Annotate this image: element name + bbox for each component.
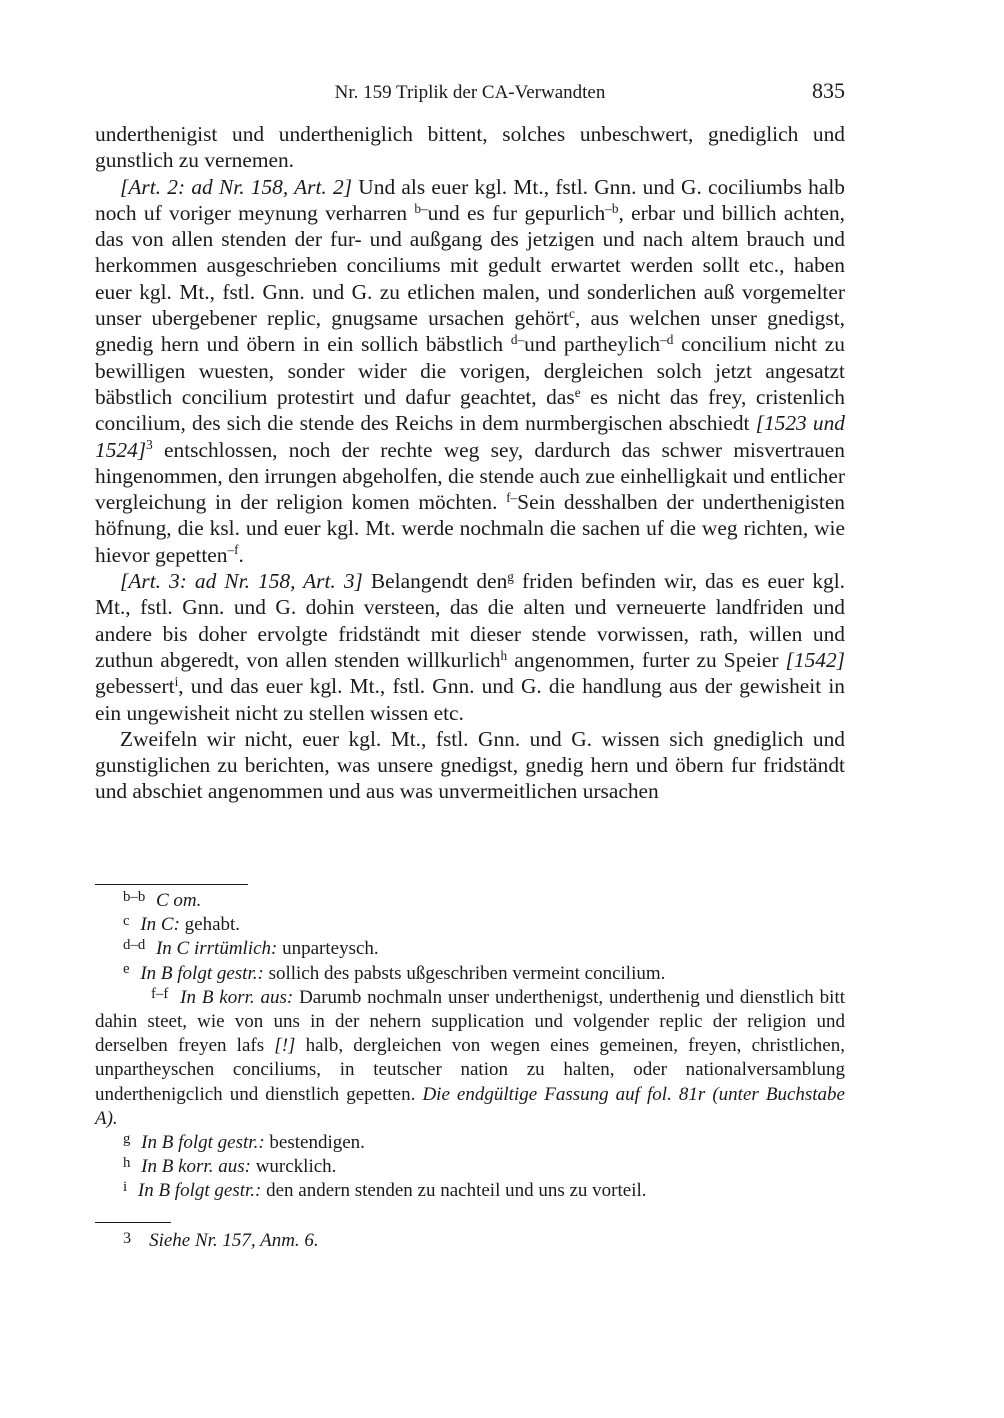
footnote-marker: –d: [660, 332, 674, 348]
footnote-italic: In B korr. aus:: [180, 986, 294, 1008]
footnote-italic: In B folgt gestr.:: [141, 1132, 265, 1154]
footnote-italic: C om.: [155, 890, 202, 911]
endnote-marker: 3: [146, 437, 153, 453]
date-reference: [1523 und 1524]: [95, 411, 845, 462]
text-run: gebessert: [95, 674, 175, 699]
text-run: friden befinden wir, das es euer kgl. Mt., fstl. Gnn. und G. dohin versteen, das die alten und verneuerte landfriden und andere bis doher ervolgte fridständt mit dieser stende vorwissen, rath, willen und zuthun abgeredt, von allen stenden willkurlich: [95, 569, 846, 672]
text-run: concilium nicht zu bewilligen wuesten, sonder wider die vorigen, dergleichen solch jetzt angesatzt bäbstlich concilium protestirt und dafur geachtet, das: [95, 332, 846, 409]
footnote-text: unparteysch.: [277, 938, 379, 960]
footnote-d: d–d In C irrtümlich: unparteysch.: [123, 937, 379, 960]
footnote-marker: e: [574, 384, 581, 400]
article-reference: [Art. 3: ad Nr. 158, Art. 3]: [120, 569, 363, 594]
page: [95, 78, 845, 805]
endnote-text: Siehe Nr. 157, Anm. 6.: [149, 1230, 319, 1252]
text-run: Sein desshalben der underthenigisten höfnung, die ksl. und euer kgl. Mt. werde nochmaln die sachen uf die weg richten, wie hievor gepetten: [95, 490, 846, 567]
footnote-text: wurcklich.: [250, 1156, 337, 1178]
footnote-marker: f–: [506, 489, 518, 505]
paragraph-3: [95, 568, 845, 726]
footnote-text: Darumb nochmaln unser underthenigst, underthenig und dienstlich bitt dahin steet, wie von uns in der nehern supplication und volgender replic der religion und derselben freyen lafs: [95, 986, 845, 1057]
endnote-3: [95, 1227, 845, 1253]
footnote-italic: In B folgt gestr.:: [140, 962, 264, 984]
footnote-text: gehabt.: [179, 914, 241, 936]
footnote-marker: c: [569, 305, 575, 321]
endnotes: [95, 1222, 845, 1253]
page-number: 835: [812, 78, 845, 103]
footnote-g: g In B folgt gestr.: bestendigen.: [123, 1130, 365, 1154]
footnote-italic: In C irrtümlich:: [155, 938, 278, 960]
footnote-marker: –f: [227, 542, 239, 558]
text-run: Zweifeln wir nicht, euer kgl. Mt., fstl. Gnn. und G. wissen sich gnediglich und gunstiglichen zu berichten, was unsere gnedigst, gnedig hern und öbern fur fridständt und abschiet angenommen und aus was unvermeitlichen ursachen: [95, 726, 845, 804]
text-run: Und als euer kgl. Mt., fstl. Gnn. und G. cociliumbs halb noch uf voriger meynung verharren: [95, 174, 845, 225]
endnote-rule: [95, 1222, 171, 1223]
text-run: .: [238, 542, 244, 567]
text-run: angenommen, furter zu Speier: [507, 647, 786, 672]
paragraph-1: [95, 121, 845, 174]
footnote-marker: i: [174, 673, 179, 689]
footnote-text: den andern stenden zu nachteil und uns zu vorteil.: [261, 1180, 647, 1202]
footnote-i: i In B folgt gestr.: den andern stenden zu nachteil und uns zu vorteil.: [123, 1179, 647, 1202]
footnote-italic: In B korr. aus:: [141, 1156, 251, 1178]
footnote-marker: d–: [510, 332, 525, 348]
footnote-text: sollich des pabsts ußgeschriben vermeint concilium.: [263, 962, 666, 984]
footnote-italic: In C:: [140, 914, 180, 936]
footnote-marker: –b: [605, 200, 619, 216]
running-head: [95, 78, 845, 108]
footnote-marker: b–: [414, 200, 428, 216]
text-run: underthenigist und undertheniglich bittent, solches unbeschwert, gnediglich und gunstlich zu vernemen.: [95, 122, 845, 173]
footnote-italic: Die endgültige Fassung auf fol. 81r (unter Buchstabe A).: [95, 1083, 845, 1129]
running-title: Nr. 159 Triplik der CA-Verwandten: [334, 82, 606, 103]
footnote-text: bestendigen.: [264, 1132, 365, 1154]
footnotes: [95, 884, 845, 1204]
text-run: , und das euer kgl. Mt., fstl. Gnn. und G. die handlung aus der gewisheit in ein ungewisheit nicht zu stellen wissen etc.: [95, 674, 845, 725]
footnote-h: h In B korr. aus: wurcklich.: [123, 1155, 337, 1178]
footnote-italic: In B folgt gestr.:: [137, 1180, 262, 1202]
article-reference: [Art. 2: ad Nr. 158, Art. 2]: [120, 174, 353, 199]
footnote-c: c In C: gehabt.: [123, 913, 241, 936]
text-run: entschlossen, noch der rechte weg sey, dardurch das schwer misvertrauen hingenommen, den irrungen abgeholfen, die stende auch zue einhelligkait und entlicher vergleichung in der religion komen möchten.: [95, 437, 845, 515]
text-run: und partheylich: [524, 332, 661, 357]
footnote-italic: [!]: [274, 1035, 296, 1057]
text-run: Belangendt den: [362, 569, 508, 594]
date-reference: [1542]: [785, 647, 845, 672]
text-run: es nicht das frey, cristenlich concilium, des sich die stende des Reichs in dem nurmbergischen abschiedt: [95, 384, 845, 436]
text-run: , aus welchen unser gnedigst, gnedig hern und öbern in ein sollich bäbstlich: [95, 306, 845, 357]
footnote-e: e In B folgt gestr.: sollich des pabsts ußgeschriben vermeint concilium.: [123, 961, 666, 984]
footnote-marker: g: [507, 568, 514, 584]
paragraph-4: [95, 726, 845, 805]
endnote-mark: 3: [123, 1230, 132, 1247]
footnote-rule: [95, 884, 248, 885]
footnote-f: f–f In B korr. aus: Darumb nochmaln unser underthenigst, underthenig und dienstlich bitt dahin steet, wie von uns in der nehern supplication und volgender replic der religion und derselben freyen lafs [!] halb, dergleichen von wegen eines gemeinen, freyen, christlichen, unpartheyschen conciliums, in teutscher nation zu halten, oder nationalversamblung underthenigclich und dienstlich gepetten. Die endgültige Fassung auf fol. 81r (unter Buchstabe A).: [95, 985, 845, 1129]
footnote-text: halb, dergleichen von wegen eines gemeinen, freyen, christlichen, unpartheyschen conciliums, in teutscher nation zu halten, oder nationalversamblung underthenigclich und dienstlich gepetten.: [95, 1035, 845, 1105]
footnote-b: b–b C om.: [123, 888, 202, 911]
text-run: und es fur gepurlich: [427, 200, 606, 225]
main-text: [95, 121, 845, 805]
text-run: , erbar und billich achten, das von allen stenden der fur- und außgang des jetzigen und nach altem brauch und herkommen ausgeschrieben conciliums mit gedult erwartet werden sollt etc., haben euer kgl. Mt., fstl. Gnn. und G. zu etlichen malen, und sonderlichen auß vorgemelter unser ubergebener replic, gnugsame ursachen gehört: [95, 200, 846, 331]
footnote-marker: h: [500, 647, 508, 663]
paragraph-2: [95, 174, 845, 568]
